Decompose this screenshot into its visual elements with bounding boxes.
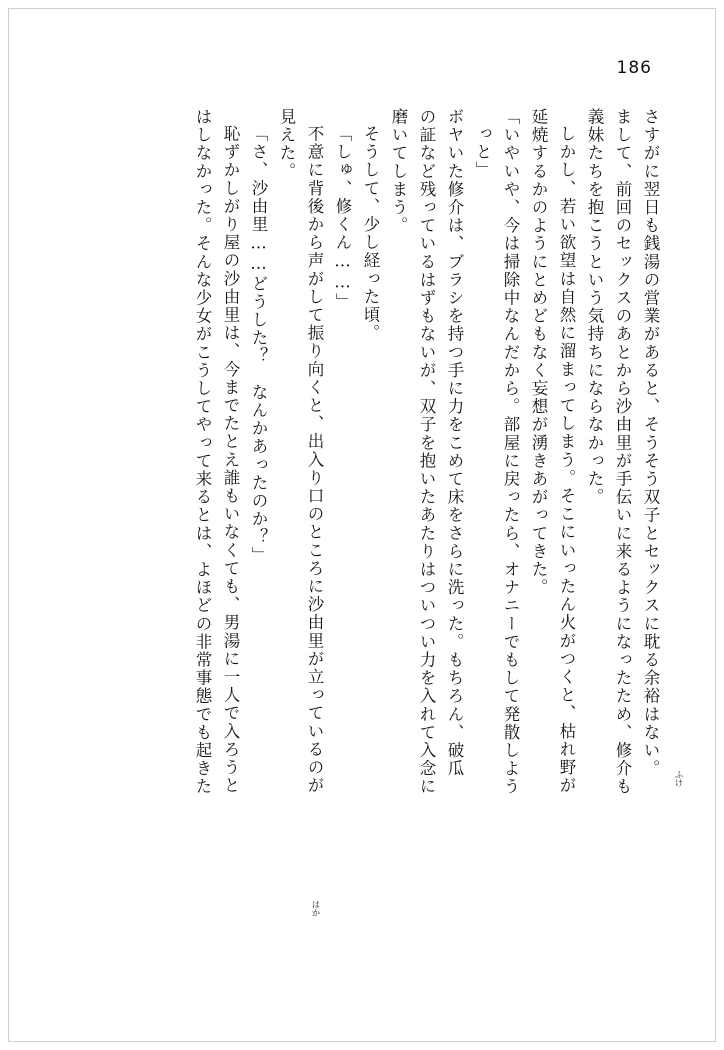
- text-column: さすがに翌日も銭湯の営業があると、そうそう双子とセックスに耽る余裕はない。: [641, 108, 660, 778]
- text-column: そうして、少し経った頃。: [361, 125, 380, 343]
- text-column: 延焼するかのようにとめどもなく妄想が湧きあがってきた。: [529, 108, 548, 597]
- text-column: 「さ、沙由里……どうした？ なんかあったのか？」: [249, 125, 268, 565]
- text-column: しかし、若い欲望は自然に溜まってしまう。そこにいったん火がつくと、枯れ野が: [557, 125, 576, 795]
- vertical-text-block: [66, 108, 658, 953]
- text-column: 見えた。: [277, 108, 296, 181]
- ruby-annotation: ふけ: [673, 770, 683, 787]
- text-column: 義妹たちを抱こうという気持ちにならなかった。: [585, 108, 604, 507]
- text-column: 磨いてしまう。: [389, 108, 408, 235]
- text-column: っと」: [473, 125, 492, 180]
- text-column: の証など残っているはずもないが、双子を抱いたあたりはついつい力を入れて入念に: [417, 108, 436, 796]
- page-number: 186: [616, 58, 652, 78]
- ruby-annotation: はか: [310, 900, 320, 917]
- text-column: 「いやいや、今は掃除中なんだから。部屋に戻ったら、オナニーでもして発散しよう: [501, 108, 520, 796]
- text-column: 「しゅ、修くん……」: [333, 125, 352, 311]
- text-column: はしなかった。そんな少女がこうしてやって来るとは、よほどの非常事態でも起きた: [193, 108, 212, 796]
- text-column: 恥ずかしがり屋の沙由里は、今までたとえ誰もいなくても、男湯に一人で入ろうと: [221, 125, 240, 795]
- text-column: ボヤいた修介は、ブラシを持つ手に力をこめて床をさらに洗った。もちろん、破瓜: [445, 108, 464, 778]
- text-column: 不意に背後から声がして振り向くと、出入り口のところに沙由里が立っているのが: [305, 125, 324, 795]
- text-column: まして、前回のセックスのあとから沙由里が手伝いに来るようになったため、修介も: [613, 108, 632, 796]
